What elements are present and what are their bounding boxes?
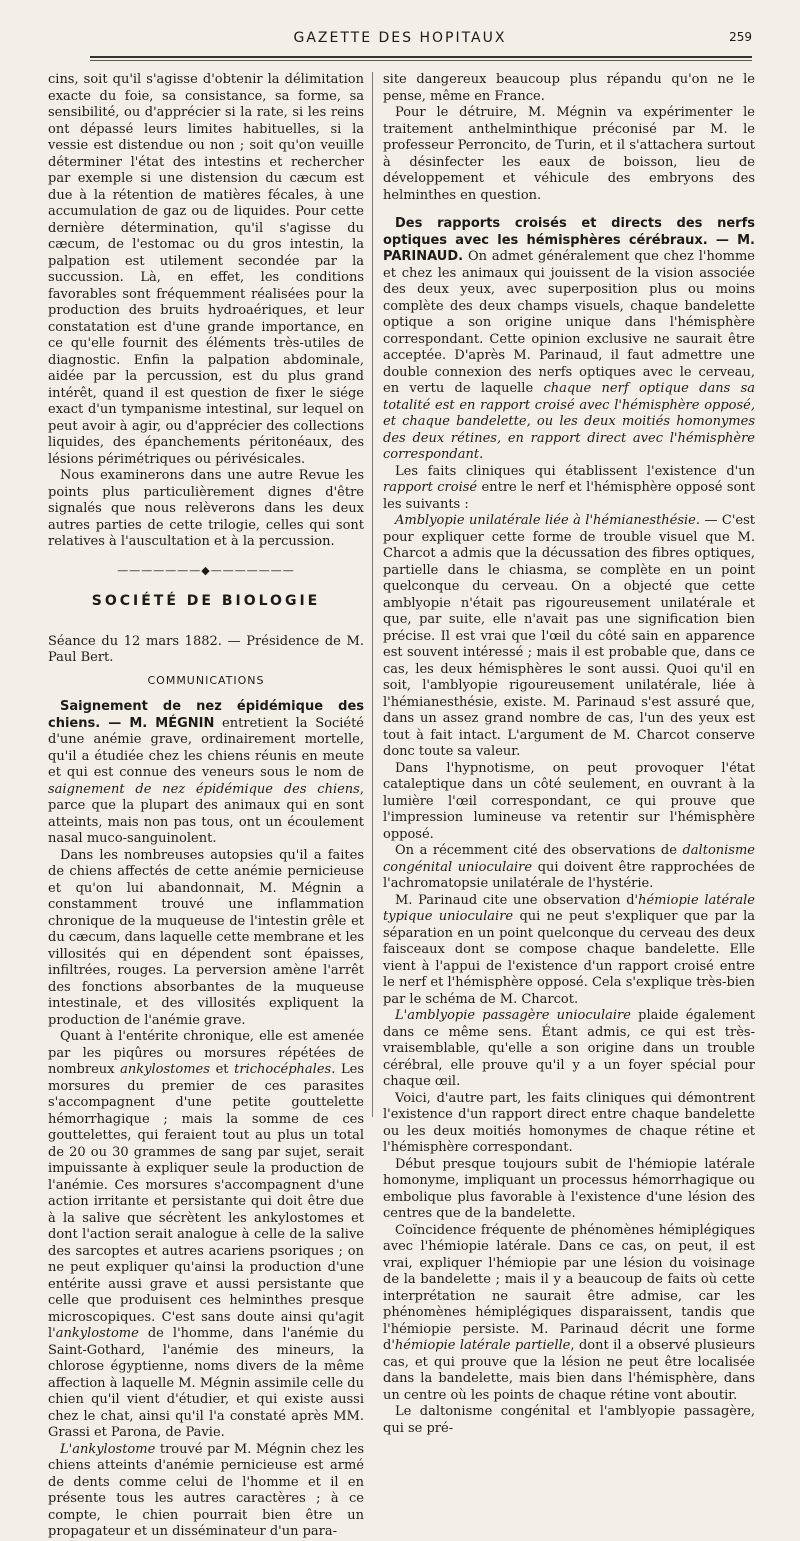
header-rule-thin — [90, 60, 752, 61]
left-column — [48, 72, 364, 1541]
article-title: Saignement de nez épidémique des chiens. — M. MÉGNIN — [48, 699, 364, 731]
article-paragraph: Des rapports croisés et directs des nerfs optiques avec les hémisphères cérébraux. — M. PARINAUD. On admet généralement que chez l'homme et chez les animaux qui jouissent de la vision associée des deux yeux, avec superposition plus ou moins complète des deux champs visuels, chaque bandelette optique a son origine unique dans l'hémisphère correspondant. Cette opinion exclusive ne saurait être acceptée. D'après M. Parinaud, il faut admettre une double connexion des nerfs optiques avec le cerveau, en vertu de laquelle chaque nerf optique dans sa totalité est en rapport croisé avec l'hémisphère opposé, et chaque bandelette, ou les deux moitiés homonymes des deux rétines, en rapport direct avec l'hémisphère correspondant. — [383, 216, 756, 462]
paragraph: Amblyopie unilatérale liée à l'hémianesthésie. — C'est pour expliquer cette forme de trouble visuel que M. Charcot a admis que la décussation des fibres optiques, partielle dans le chiasma, se complète en un point quelconque du cerveau. On a objecté que cette amblyopie n'était pas rigoureusement unilatérale et que, par suite, elle n'avait pas une signification bien précise. Il est vrai que l'œil du côté sain en apparence est souvent intéressé ; mais il est probable que, dans ce cas, les deux hémisphères le sont aussi. Quoi qu'il en soit, l'amblyopie rigoureusement unilatérale, liée à l'hémianesthésie, existe. M. Parinaud s'est assuré que, dans un assez grand nombre de cas, l'un des yeux est tout à fait intact. L'argument de M. Charcot conserve donc toute sa valeur. — [383, 513, 756, 759]
running-title: GAZETTE DES HOPITAUX — [293, 30, 507, 46]
article-title: Des rapports croisés et directs des nerfs optiques avec les hémisphères cérébraux. — M. PARINAUD. — [383, 216, 755, 264]
article-paragraph: Saignement de nez épidémique des chiens. — M. MÉGNIN entretient la Société d'une anémie grave, ordinairement mortelle, qu'il a étudiée chez les chiens réunis en meute et qui est connue des veneurs sous le nom de saignement de nez épidémique des chiens, parce que la plupart des animaux qui en sont atteints, mais non pas tous, ont un écoulement nasal muco-sanguinolent. — [48, 699, 364, 846]
section-divider: ———————◆——————— — [117, 563, 295, 577]
paragraph: L'ankylostome trouvé par M. Mégnin chez les chiens atteints d'anémie pernicieuse est armé de dents comme celui de l'homme et il en présente tous les autres caractères ; à ce compte, le chien pourrait bien être un propagateur et un disséminateur d'un para- — [48, 1441, 364, 1539]
paragraph: On a récemment cité des observations de daltonisme congénital unioculaire qui doivent être rapprochées de l'achromatopsie unilatérale de l'hystérie. — [383, 843, 756, 891]
paragraph: Nous examinerons dans une autre Revue les points plus particulièrement dignes d'être signalés que nous relèverons dans les deux autres parties de cette trilogie, celles qui sont relatives à l'auscultation et à la percussion. — [48, 468, 364, 549]
paragraph: Dans l'hypnotisme, on peut provoquer l'état cataleptique dans un côté seulement, en ouvrant à la lumière l'œil correspondant, ce qui prouve que l'impression lumineuse va retentir sur l'hémisphère opposé. — [383, 760, 755, 842]
paragraph: cins, soit qu'il s'agisse d'obtenir la délimitation exacte du foie, sa consistance, sa forme, sa sensibilité, ou d'apprécier si la rate, si les reins ont dépassé leurs limites habituelles, si la vessie est distendue ou non ; soit qu'on veuille déterminer l'état des intestins et rechercher par exemple si une distension du cæcum est due à la rétention de matières fécales, à une accumulation de gaz ou de liquides. Pour cette dernière détermination, qu'il s'agisse du cæcum, de l'estomac ou du gros intestin, la palpation est utilement secondée par la succussion. Là, en effet, les conditions favorables sont fréquemment réalisées pour la production des bruits hydroaériques, et leur constatation est d'une grande importance, en ce qu'elle fournit des éléments très-utiles de diagnostic. Enfin la palpation abdominale, aidée par la percussion, est du plus grand intérêt, quand il est question de fixer le siége exact d'un tympanisme intestinal, sur lequel on peut avoir à agir, ou d'apprécier des collections liquides, des épanchements péritonéaux, des lésions périmétriques ou périvésicales. — [48, 72, 364, 467]
paragraph: Voici, d'autre part, les faits cliniques qui démontrent l'existence d'un rapport direct entre chaque bandelette ou les deux moitiés homonymes de chaque rétine et l'hémisphère correspondant. — [383, 1090, 755, 1155]
paragraph: Dans les nombreuses autopsies qu'il a faites de chiens affectés de cette anémie pernicieuse et qu'on lui abandonnait, M. Mégnin a constamment trouvé une inflammation chronique de la muqueuse de l'intestin grêle et du cæcum, dans laquelle cette membrane et les villosités qui en dépendent sont épaisses, infiltrées, rouges. La perversion amène l'arrêt des fonctions absorbantes de la muqueuse intestinale, et des villosités expliquent la production de l'anémie grave. — [48, 847, 364, 1028]
paragraph: L'amblyopie passagère unioculaire plaide également dans ce même sens. Étant admis, ce qui est très-vraisemblable, qu'elle a son origine dans un trouble cérébral, elle prouve qu'il y a un foyer spécial pour chaque œil. — [383, 1008, 755, 1089]
section-title: SOCIÉTÉ DE BIOLOGIE — [91, 593, 321, 609]
paragraph: Coïncidence fréquente de phénomènes hémiplégiques avec l'hémiopie latérale. Dans ce cas, on peut, il est vrai, expliquer l'hémiopie par une lésion du voisinage de la bandelette ; mais il y a beaucoup de faits où cette interprétation ne saurait être admise, car les phénomènes hémiplégiques disparaissent, tandis que l'hémiopie persiste. M. Parinaud décrit une forme d'hémiopie latérale partielle, dont il a observé plusieurs cas, et qui prouve que la lésion ne peut être localisée dans la bandelette, mais bien dans l'hémisphère, dans un centre où les points de chaque rétine vont aboutir. — [383, 1222, 756, 1403]
paragraph: Les faits cliniques qui établissent l'existence d'un rapport croisé entre le nerf et l'hémisphère opposé sont les suivants : — [383, 463, 755, 512]
header-rule — [90, 56, 752, 58]
communications-heading: COMMUNICATIONS — [147, 673, 265, 687]
paragraph: Début presque toujours subit de l'hémiopie latérale homonyme, impliquant un processus hémorrhagique ou embolique plus favorable à l'existence d'une lésion des centres que de la bandelette. — [383, 1156, 755, 1221]
column-separator — [372, 72, 373, 1117]
page-number: 259 — [729, 30, 752, 44]
paragraph: Le daltonisme congénital et l'amblyopie passagère, qui se pré- — [383, 1404, 755, 1436]
right-column — [383, 72, 755, 1437]
paragraph: site dangereux beaucoup plus répandu qu'on ne le pense, même en France. — [383, 72, 755, 104]
session-line: Séance du 12 mars 1882. — Présidence de M. Paul Bert. — [48, 633, 364, 665]
paragraph: Quant à l'entérite chronique, elle est amenée par les piqûres ou morsures répétées de nombreux ankylostomes et trichocéphales. Les morsures du premier de ces parasites s'accompagnent d'une petite gouttelette hémorrhagique ; mais la somme de ces gouttelettes, qui feraient tout au plus un total de 20 ou 30 grammes de sang par sujet, serait impuissante à expliquer seule la production de l'anémie. Ces morsures s'accompagnent d'une action irritante et persistante qui doit être due à la salive que sécrètent les ankylostomes et dont l'action serait analogue à celle de la salive des sarcoptes et autres acariens psoriques ; on ne peut expliquer qu'ainsi la production d'une entérite aussi grave et aussi persistante que celle que produisent ces helminthes presque microscopiques. C'est sans doute ainsi qu'agit l'ankylostome de l'homme, dans l'anémie du Saint-Gothard, l'anémie des mineurs, la chlorose égyptienne, noms divers de la même affection à laquelle M. Mégnin assimile celle du chien qu'il vient d'étudier, et qui existe aussi chez le chat, ainsi qu'il l'a constaté après MM. Grassi et Parona, de Pavie. — [48, 1029, 365, 1440]
paragraph: Pour le détruire, M. Mégnin va expérimenter le traitement anthelminthique préconisé par M. le professeur Perroncito, de Turin, et il s'attachera surtout à désinfecter les eaux de boisson, lieu de développement et véhicule des embryons des helminthes en question. — [383, 105, 755, 203]
paragraph: M. Parinaud cite une observation d'hémiopie latérale typique unioculaire qui ne peut s'expliquer que par la séparation en un point quelconque du cerveau des deux faisceaux dont se compose chaque bandelette. Elle vient à l'appui de l'existence d'un rapport croisé entre le nerf et l'hémisphère opposé. Cela s'explique très-bien par le schéma de M. Charcot. — [383, 892, 755, 1007]
